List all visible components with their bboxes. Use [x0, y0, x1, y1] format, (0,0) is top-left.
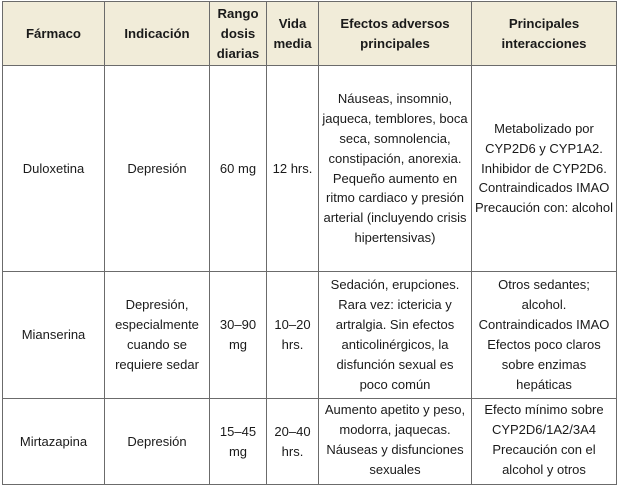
cell-farmaco: Duloxetina [3, 66, 105, 272]
cell-efectos-adversos: Náuseas, insomnio, jaqueca, temblores, boca seca, somnolencia, constipación, anorexia. Pequeño aumento en ritmo cardiaco y presión arterial (incluyendo crisis hipertensivas) [319, 66, 472, 272]
cell-interacciones: Efecto mínimo sobre CYP2D6/1A2/3A4 Precaución con el alcohol y otros [472, 399, 617, 485]
cell-vida-media: 12 hrs. [267, 66, 319, 272]
cell-interacciones: Otros sedantes; alcohol. Contraindicados IMAO Efectos poco claros sobre enzimas hepáticas [472, 272, 617, 399]
cell-farmaco: Mianserina [3, 272, 105, 399]
cell-vida-media: 10–20 hrs. [267, 272, 319, 399]
header-farmaco: Fármaco [3, 2, 105, 66]
table-row [3, 272, 617, 399]
cell-rango-dosis: 60 mg [210, 66, 267, 272]
cell-vida-media: 20–40 hrs. [267, 399, 319, 485]
cell-interacciones: Metabolizado por CYP2D6 y CYP1A2. Inhibidor de CYP2D6. Contraindicados IMAO Precaución con: alcohol [472, 66, 617, 272]
cell-indicacion: Depresión [105, 66, 210, 272]
cell-rango-dosis: 30–90 mg [210, 272, 267, 399]
cell-efectos-adversos: Sedación, erupciones. Rara vez: ictericia y artralgia. Sin efectos anticolinérgicos, la disfunción sexual es poco común [319, 272, 472, 399]
header-row [3, 2, 617, 66]
header-vida-media: Vida media [267, 2, 319, 66]
header-interacciones: Principales interacciones [472, 2, 617, 66]
drug-comparison-table [2, 1, 617, 485]
cell-farmaco: Mirtazapina [3, 399, 105, 485]
header-indicacion: Indicación [105, 2, 210, 66]
table-row [3, 399, 617, 485]
header-rango-dosis: Rango dosis diarias [210, 2, 267, 66]
cell-indicacion: Depresión, especialmente cuando se requiere sedar [105, 272, 210, 399]
table-row [3, 66, 617, 272]
cell-efectos-adversos: Aumento apetito y peso, modorra, jaquecas. Náuseas y disfunciones sexuales [319, 399, 472, 485]
cell-rango-dosis: 15–45 mg [210, 399, 267, 485]
header-efectos-adversos: Efectos adversos principales [319, 2, 472, 66]
cell-indicacion: Depresión [105, 399, 210, 485]
